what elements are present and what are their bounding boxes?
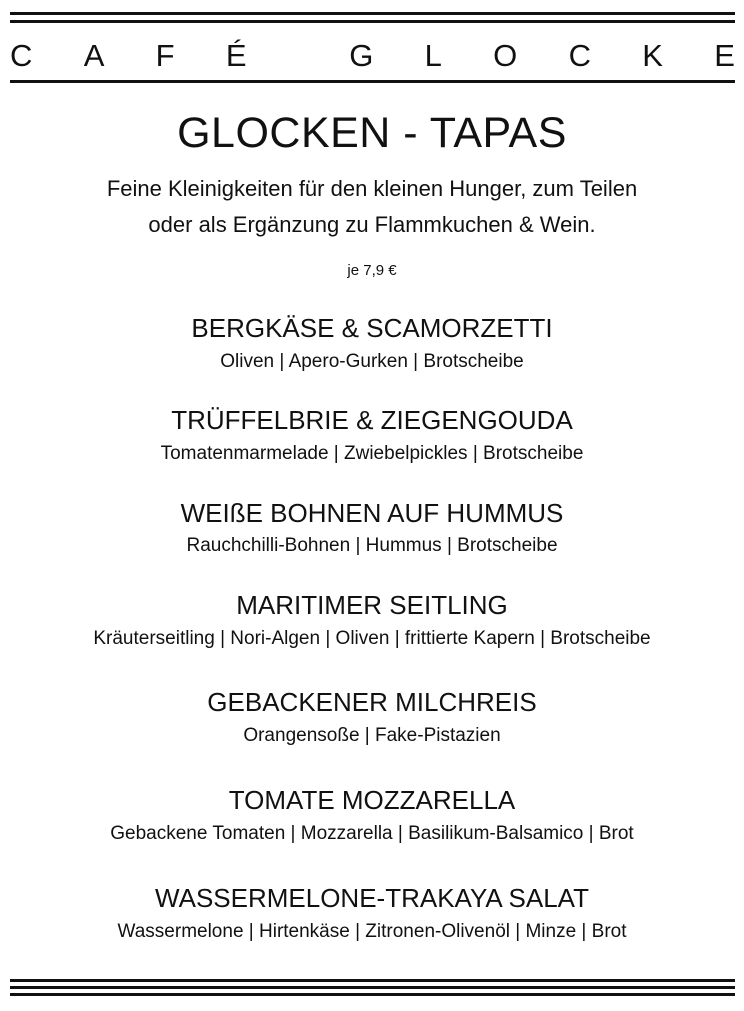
top-rule-1 <box>10 12 735 15</box>
dish-name: GEBACKENER MILCHREIS <box>207 687 537 717</box>
dish-name: TRÜFFELBRIE & ZIEGENGOUDA <box>171 405 573 435</box>
price-label: je 7,9 € <box>347 262 397 279</box>
dish-description: Kräuterseitling | Nori-Algen | Oliven | frittierte Kapern | Brotscheibe <box>93 628 651 649</box>
dish-description: Oliven | Apero-Gurken | Brotscheibe <box>220 351 524 372</box>
page-title: GLOCKEN - TAPAS <box>177 109 567 157</box>
brand-letter: L <box>424 37 442 73</box>
dish-name: BERGKÄSE & SCAMORZETTI <box>191 313 553 343</box>
brand-letter: É <box>225 37 247 73</box>
dish-description: Tomatenmarmelade | Zwiebelpickles | Brotscheibe <box>160 443 584 464</box>
brand-letter: K <box>642 37 663 73</box>
brand-letter: C <box>10 37 33 73</box>
dish-name: WEIßE BOHNEN AUF HUMMUS <box>180 498 564 528</box>
brand-letter: F <box>155 37 175 73</box>
header-underline <box>10 80 735 83</box>
brand-letter: A <box>83 37 105 73</box>
dish-description: Orangensoße | Fake-Pistazien <box>243 725 501 746</box>
bottom-rule-1 <box>10 979 735 982</box>
bottom-rule-3 <box>10 993 735 996</box>
dish-name: TOMATE MOZZARELLA <box>228 785 516 815</box>
intro-line-1: Feine Kleinigkeiten für den kleinen Hunger, zum Teilen <box>106 176 638 201</box>
dish-name: MARITIMER SEITLING <box>236 590 508 620</box>
intro-line-2: oder als Ergänzung zu Flammkuchen & Wein. <box>148 212 596 237</box>
top-rule-2 <box>10 20 735 23</box>
dish-name: WASSERMELONE-TRAKAYA SALAT <box>155 883 589 913</box>
brand-letter: C <box>568 37 591 73</box>
dish-description: Rauchchilli-Bohnen | Hummus | Brotscheibe <box>186 535 558 556</box>
brand-letter: E <box>714 37 735 73</box>
brand-letter: O <box>493 37 518 73</box>
dish-description: Wassermelone | Hirtenkäse | Zitronen-Olivenöl | Minze | Brot <box>117 921 627 942</box>
brand-letter: G <box>349 37 374 73</box>
dish-description: Gebackene Tomaten | Mozzarella | Basilikum-Balsamico | Brot <box>110 823 634 844</box>
bottom-rule-2 <box>10 986 735 989</box>
brand-name <box>10 33 735 77</box>
